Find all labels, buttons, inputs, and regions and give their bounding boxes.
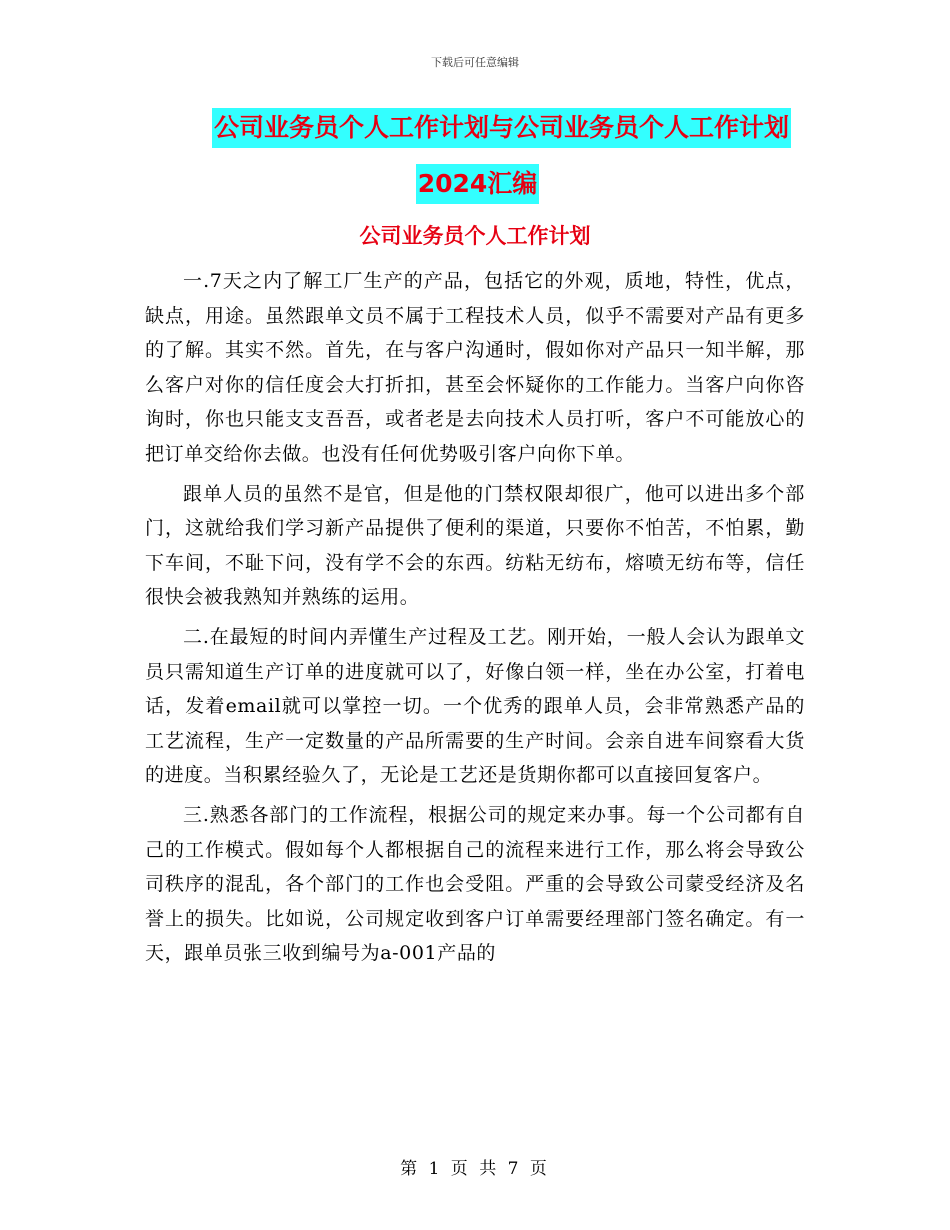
document-body <box>145 264 805 971</box>
title-line-1: 公司业务员个人工作计划与公司业务员个人工作计划 <box>212 108 791 148</box>
paragraph: 二.在最短的时间内弄懂生产过程及工艺。刚开始，一般人会认为跟单文员只需知道生产订单的进度就可以了，好像白领一样，坐在办公室，打着电话，发着email就可以掌控一切。一个优秀的跟单人员，会非常熟悉产品的工艺流程，生产一定数量的产品所需要的生产时间。会亲自进车间察看大货的进度。当积累经验久了，无论是工艺还是货期你都可以直接回复客户。 <box>145 625 805 787</box>
paragraph: 跟单人员的虽然不是官，但是他的门禁权限却很广，他可以进出多个部门，这就给我们学习新产品提供了便利的渠道，只要你不怕苦，不怕累，勤下车间，不耻下问，没有学不会的东西。纺粘无纺布，熔喷无纺布等，信任很快会被我熟知并熟练的运用。 <box>145 482 805 609</box>
paragraph: 一.7天之内了解工厂生产的产品，包括它的外观，质地，特性，优点，缺点，用途。虽然跟单文员不属于工程技术人员，似乎不需要对产品有更多的了解。其实不然。首先，在与客户沟通时，假如你对产品只一知半解，那么客户对你的信任度会大打折扣，甚至会怀疑你的工作能力。当客户向你咨询时，你也只能支支吾吾，或者老是去向技术人员打听，客户不可能放心的把订单交给你去做。也没有任何优势吸引客户向你下单。 <box>145 270 805 465</box>
title-line-2: 2024汇编 <box>416 164 540 204</box>
page-number: 第 1 页 共 7 页 <box>400 1159 550 1179</box>
paragraph: 三.熟悉各部门的工作流程，根据公司的规定来办事。每一个公司都有自己的工作模式。假如每个人都根据自己的流程来进行工作，那么将会导致公司秩序的混乱，各个部门的工作也会受阻。严重的会导致公司蒙受经济及名誉上的损失。比如说，公司规定收到客户订单需要经理部门签名确定。有一天，跟单员张三收到编号为a-001产品的 <box>145 803 805 965</box>
section-heading: 公司业务员个人工作计划 <box>359 224 591 248</box>
document-title <box>145 108 810 204</box>
header-note: 下载后可任意编辑 <box>431 56 519 69</box>
